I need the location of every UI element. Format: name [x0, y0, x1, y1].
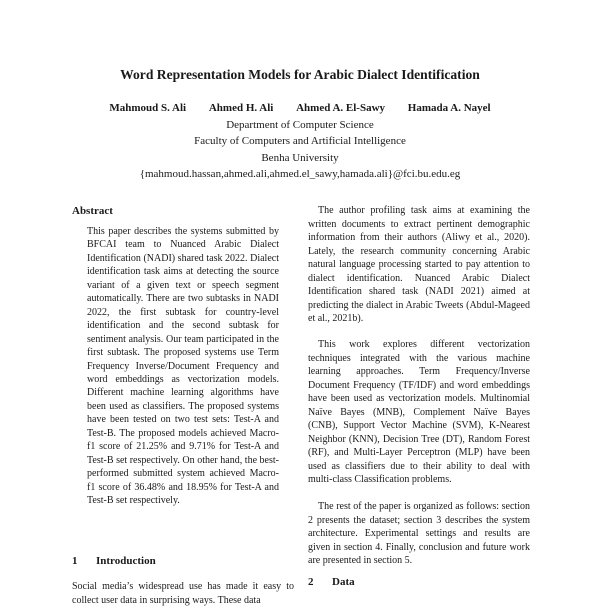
affiliation-faculty: Faculty of Computers and Artificial Intelligence: [194, 135, 406, 148]
affiliation-block: [0, 117, 600, 183]
section-heading-data: [308, 575, 355, 590]
author-list: [0, 101, 600, 116]
author-name: Ahmed A. El-Sawy: [296, 102, 386, 114]
abstract-heading: Abstract: [72, 205, 113, 217]
body-paragraph: The author profiling task aims at examining the written documents to extract pertinent demographic information from their authors (Aliwy et al., 2020). Lately, the research community concerning Arabic natural language processing started to pay attention to dialect identification. Nuanced Arabic Dialect Identification shared task (NADI 2021) aimed at predicting the dialect in Arabic Tweets (Abdul-Mageed et al., 2021b).: [308, 205, 530, 324]
author-name: Mahmoud S. Ali: [109, 102, 187, 114]
left-column: [72, 204, 294, 508]
section-number: 1: [72, 555, 78, 567]
paper-title: Word Representation Models for Arabic Dialect Identification: [120, 67, 480, 82]
abstract-text: This paper describes the systems submitted by BFCAI team to Nuanced Arabic Dialect Identification (NADI) shared task 2022. Dialect identification task aims at detecting the source variant of a given text or speech segment automatically. There are two subtasks in NADI 2022, the first subtask for country-level identification and the second subtask for sentiment analysis. Our team participated in the first subtask. The proposed systems use Term Frequency Inverse/Document Frequency and word embeddings as vectorization models. Different machine learning algorithms have been used as classifiers. The proposed systems have been tested on two test sets: Test-A and Test-B. The proposed models achieved Macro-f1 score of 21.25% and 9.71% for Test-A and Test-B set respectively. On other hand, the best-performed submitted system achieved Macro-f1 score of 36.48% and 18.95% for Test-A and Test-B set respectively.: [87, 226, 279, 507]
author-name: Hamada A. Nayel: [407, 102, 491, 114]
affiliation-department: Department of Computer Science: [226, 119, 374, 131]
introduction-paragraph: Social media’s widespread use has made it easy to collect user data in surprising ways. These data: [72, 581, 294, 606]
body-paragraph: The rest of the paper is organized as follows: section 2 presents the dataset; section 3 describes the system architecture. Experimental settings and results are given in section 4. Finally, conclusion and future work are presented in section 5.: [308, 501, 530, 566]
author-name: Ahmed H. Ali: [208, 102, 274, 114]
affiliation-university: Benha University: [261, 151, 339, 164]
affiliation-emails: {mahmoud.hassan,ahmed.ali,ahmed.el_sawy,hamada.ali}@fci.bu.edu.eg: [139, 168, 461, 181]
section-number: 2: [308, 576, 314, 588]
section-heading-introduction: [72, 554, 156, 569]
section-title: Introduction: [96, 555, 156, 567]
body-paragraph: This work explores different vectorization techniques integrated with the various machine learning approaches. Term Frequency/Inverse Document Frequency (TF/IDF) and word embeddings have been used as vectorization models. Multinomial Naïve Bayes (MNB), Complement Naïve Bayes (CNB), Support Vector Machine (SVM), K-Nearest Neighbor (KNN), Decision Tree (DT), Random Forest (RF), and Multi-Layer Perceptron (MLP) have been used as classifiers due to their ability to deal with multi-class Classification problems.: [308, 339, 530, 485]
section-title: Data: [332, 576, 355, 588]
